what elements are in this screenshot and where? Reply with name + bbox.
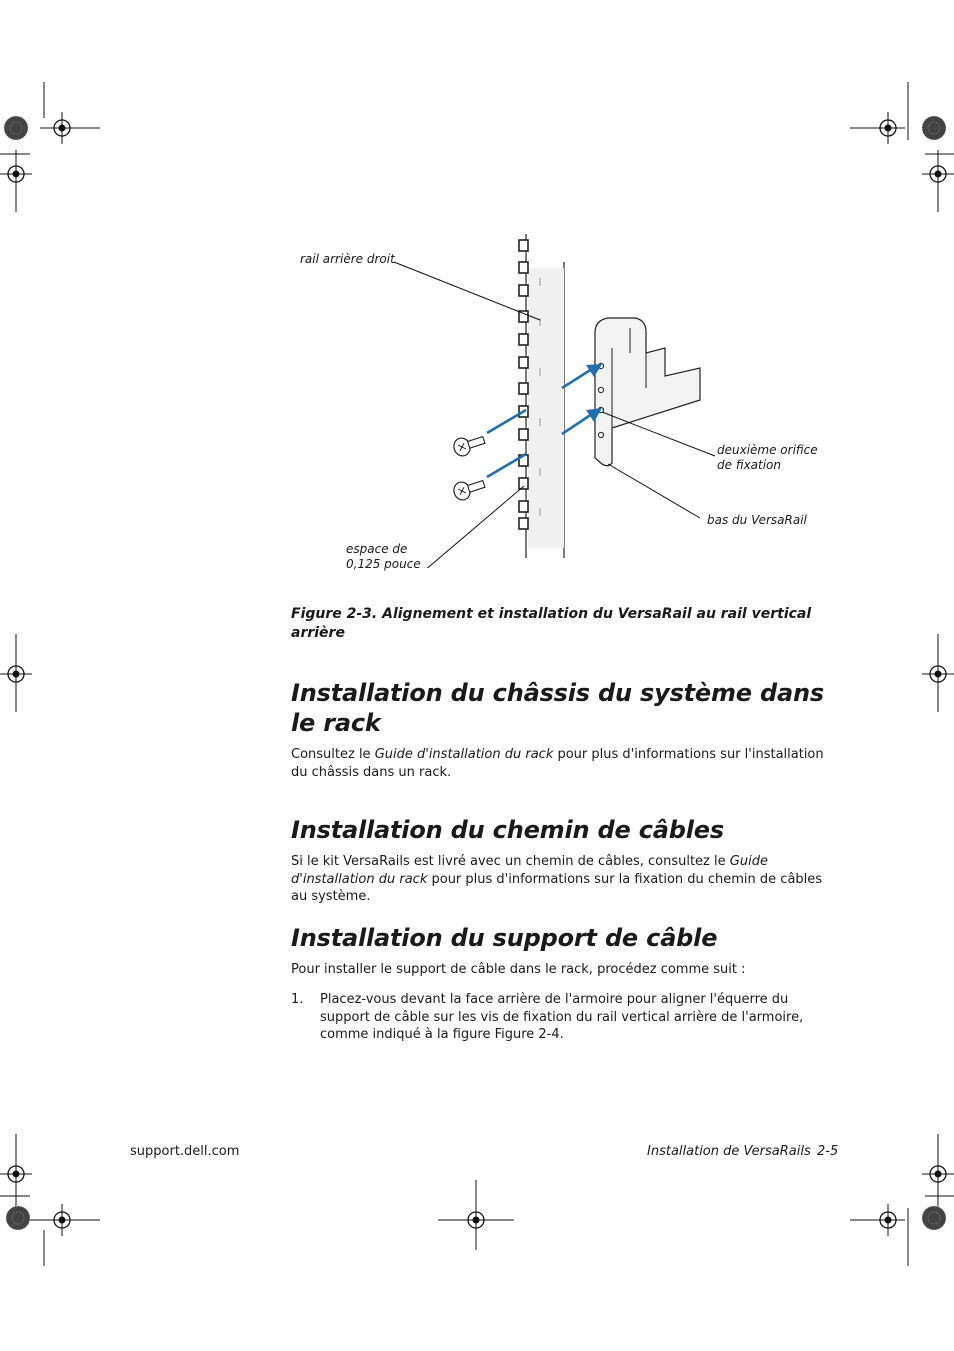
paragraph-chassis [291,746,839,781]
paragraph-chassis-guide: Guide d'installation du rack [374,747,554,762]
paragraph-cable-path [291,853,839,906]
callout-gap-line1: espace de [346,542,408,556]
callout-hole-line1: deuxième orifice [717,443,818,457]
callout-gap-line2: 0,125 pouce [346,557,421,571]
rear-rail [519,234,564,558]
paragraph-chassis-pre: Consultez le [291,747,375,762]
callout-rail: rail arrière droit [300,252,395,266]
heading-chassis: Installation du châssis du système dans le rack [291,679,824,737]
footer-section-title: Installation de VersaRails [647,1144,811,1159]
footer-website[interactable]: support.dell.com [130,1144,240,1159]
paragraph-cable-path-pre: Si le kit VersaRails est livré avec un chemin de câbles, consultez le [291,854,730,869]
paragraph-cable-support-pre: Pour installer le support de câble dans le rack, procédez comme suit : [291,962,746,977]
footer-page-number: 2-5 [817,1144,839,1159]
callout-gap [346,542,421,572]
callout-hole [717,443,818,473]
callout-bottom: bas du VersaRail [707,513,807,527]
screws [452,431,487,502]
callout-hole-line2: de fixation [717,458,782,472]
step-number: 1. [291,992,304,1007]
paragraph-chassis-post: pour plus d'informations sur l'installation du châssis dans un rack. [291,747,824,780]
paragraph-cable-support [291,961,839,979]
figure-caption: Figure 2-3. Alignement et installation du VersaRail au rail vertical arrière [291,606,812,641]
heading-cable-path: Installation du chemin de câbles [291,816,724,844]
step-text: Placez-vous devant la face arrière de l'armoire pour aligner l'équerre du support de câble sur les vis de fixation du rail vertical arrière de l'armoire, comme indiqué à la figure Figure 2-4. [320,992,804,1042]
paragraph-cable-path-guide: Guide d'installation du rack [291,854,768,887]
paragraph-cable-path-post: pour plus d'informations sur la fixation du chemin de câbles au système. [291,871,823,904]
heading-cable-support: Installation du support de câble [291,924,718,952]
versarail-illustration [290,228,720,568]
